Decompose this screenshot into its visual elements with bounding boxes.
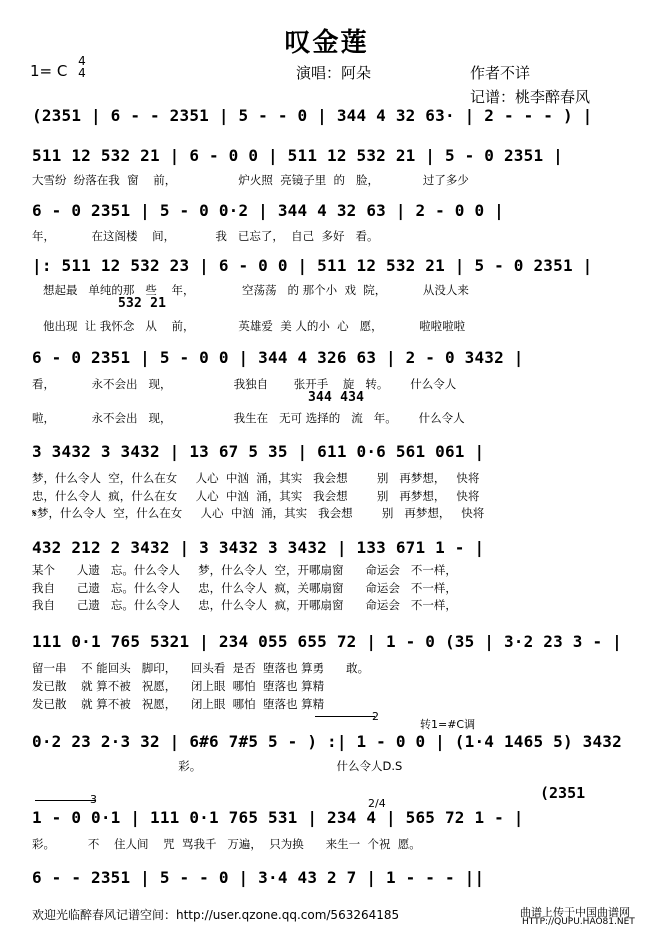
source-url: HTTP://QUPU.HAO81.NET (522, 917, 635, 927)
score-row-3: 6 - 0 2351 | 5 - 0 0·2 | 344 4 32 63 | 2 - 0 0 | (32, 201, 504, 220)
alternate-notes: 344 434 (308, 390, 365, 405)
score-row-10: 1 - 0 0·1 | 111 0·1 765 531 | 234 4 | 565 72 1 - | (32, 808, 524, 827)
lyric-line: 我自 己遗 忘。什么令人 忠，什么令人 疯，开哪扇窗 命运会 不一样， (32, 598, 457, 612)
score-row-1: (2351 | 6 - - 2351 | 5 - - 0 | 344 4 32 63· | 2 - - - ) | (32, 106, 593, 125)
score-row-9: 0·2 23 2·3 32 | 6#6 7#5 5 - ) :| 1 - 0 0 | (1·4 1465 5) 3432 (32, 732, 622, 751)
score-row-8: 111 0·1 765 5321 | 234 055 655 72 | 1 - 0 (35 | 3·2 23 3 - | (32, 632, 622, 651)
welcome-text: 欢迎光临醉春风记谱空间：http://user.qzone.qq.com/563264185 (32, 908, 400, 922)
score-row-5: 6 - 0 2351 | 5 - 0 0 | 344 4 326 63 | 2 - 0 3432 | (32, 348, 524, 367)
transcriber-credit: 记谱：桃李醉春风 (470, 88, 591, 106)
lyric-line: 梦，什么令人 空，什么在女 人心 中汹 涌，其实 我会想 别 再梦想， 快将 (32, 471, 480, 485)
score-row-11: 6 - - 2351 | 5 - - 0 | 3·4 43 2 7 | 1 - - - || (32, 868, 485, 887)
lyric-line: 年， 在这阁楼 间， 我 已忘了， 自己 多好 看。 (32, 229, 379, 243)
lyric-line: 某个 人遗 忘。什么令人 梦，什么令人 空，开哪扇窗 命运会 不一样， (32, 563, 457, 577)
lyric-line: 发已散 就 算不被 祝愿， 闭上眼 哪怕 堕落也 算精 (32, 679, 325, 693)
lyric-line: 𝄋梦，什么令人 空，什么在女 人心 中汹 涌，其实 我会想 别 再梦想， 快将 (32, 506, 485, 520)
lyric-line: 发已散 就 算不被 祝愿， 闭上眼 哪怕 堕落也 算精 (32, 697, 325, 711)
lyric-line: 彩。 不 住人间 咒 骂我千 万遍， 只为换 来生一 个祝 愿。 (32, 837, 421, 851)
lyric-line: 忠，什么令人 疯，什么在女 人心 中汹 涌，其实 我会想 别 再梦想， 快将 (32, 489, 480, 503)
score-row-7: 432 212 2 3432 | 3 3432 3 3432 | 133 671 1 - | (32, 538, 485, 557)
ending-bracket-line (315, 716, 375, 717)
author-credit: 作者不详 (470, 64, 531, 82)
meter-change: 2/4 (368, 797, 386, 810)
time-signature (76, 55, 88, 79)
song-title: 叹金莲 (284, 28, 369, 58)
key-signature: 1= C (30, 62, 68, 80)
lyric-line: 他出现 让 我怀念 从 前， 英雄爱 美 人的小 心 愿， 啦啦啦啦 (32, 319, 466, 333)
lyric-line: 留一串 不 能回头 脚印， 回头看 是否 堕落也 算勇 敢。 (32, 661, 370, 675)
ending-number: 2 (372, 710, 379, 723)
modulation-mark: 转1=#C调 (420, 718, 476, 731)
lyric-line: 彩。 什么令人D.S (32, 759, 403, 773)
alternate-notes: 532 21 (118, 296, 167, 311)
source-credit: 曲谱上传于中国曲谱网 (520, 906, 630, 919)
lyric-line: 大雪纷 纷落在我 窗 前， 炉火照 亮镜子里 的 脸， 过了多少 (32, 173, 469, 187)
ending-number: 3 (90, 793, 97, 806)
time-signature-bottom: 4 (78, 66, 86, 80)
lyric-line: 看， 永不会出 现， 我独自 张开手 旋 转。 什么令人 (32, 377, 457, 391)
score-row-6: 3 3432 3 3432 | 13 67 5 35 | 611 0·6 561 061 | (32, 442, 485, 461)
score-row-2: 511 12 532 21 | 6 - 0 0 | 511 12 532 21 | 5 - 0 2351 | (32, 146, 563, 165)
time-signature-top: 4 (78, 54, 86, 68)
ending-bracket-line (35, 800, 95, 801)
lyric-line: 我自 己遗 忘。什么令人 忠，什么令人 疯，关哪扇窗 命运会 不一样， (32, 581, 457, 595)
singer-credit: 演唱：阿朵 (296, 64, 372, 82)
lyric-line: 啦， 永不会出 现， 我生在 无可 选择的 流 年。 什么令人 (32, 411, 465, 425)
score-row-4: |: 511 12 532 23 | 6 - 0 0 | 511 12 532 21 | 5 - 0 2351 | (32, 256, 593, 275)
lyric-line: 想起最 单纯的那 些 年， 空荡荡 的 那个小 戏 院， 从没人来 (32, 283, 469, 297)
pickup-notes: (2351 (540, 784, 586, 802)
